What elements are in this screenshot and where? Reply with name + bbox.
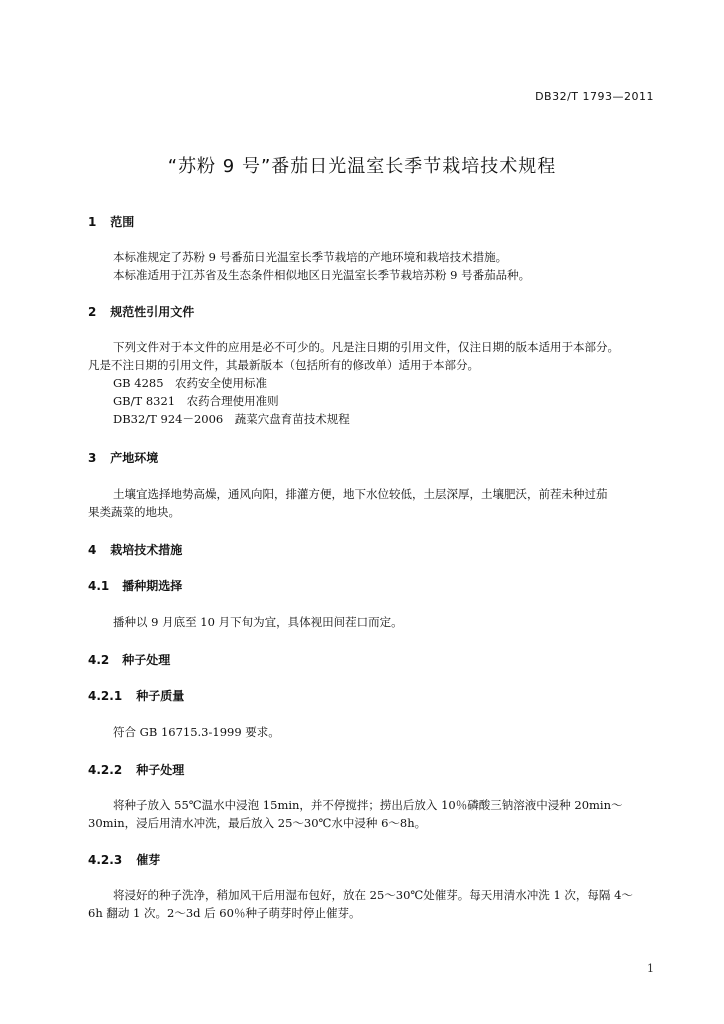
- section-title: 栽培技术措施: [110, 543, 183, 557]
- paragraph: 播种以 9 月底至 10 月下旬为宜，具体视田间茬口而定。: [113, 615, 403, 629]
- section-title: 范围: [110, 215, 135, 229]
- section-number: 4: [88, 543, 97, 557]
- reference-item: DB32/T 924－2006 蔬菜穴盘育苗技术规程: [113, 412, 350, 426]
- section-title: 规范性引用文件: [110, 305, 195, 319]
- section-title: 种子处理: [136, 763, 185, 777]
- paragraph: 果类蔬菜的地块。: [88, 505, 180, 519]
- paragraph: 土壤宜选择地势高燥，通风向阳，排灌方便，地下水位较低，土层深厚，土壤肥沃，前茬未种过茄: [113, 487, 608, 501]
- paragraph: 将浸好的种子洗净，稍加风干后用湿布包好，放在 25～30℃处催芽。每天用清水冲洗 1 次，每隔 4～: [113, 888, 633, 902]
- section-number: 4.2.3: [88, 853, 123, 867]
- section-number: 4.2.2: [88, 763, 123, 777]
- paragraph: 凡是不注日期的引用文件，其最新版本（包括所有的修改单）适用于本部分。: [88, 358, 479, 372]
- section-number: 2: [88, 305, 97, 319]
- reference-item: GB 4285 农药安全使用标准: [113, 376, 268, 390]
- paragraph: 30min，浸后用清水冲洗，最后放入 25～30℃水中浸种 6～8h。: [88, 816, 427, 830]
- section-4-heading: [88, 541, 182, 558]
- paragraph: 下列文件对于本文件的应用是必不可少的。凡是注日期的引用文件，仅注日期的版本适用于本部分。: [113, 340, 619, 354]
- section-4-2-heading: [88, 651, 170, 668]
- section-title: 播种期选择: [122, 579, 183, 593]
- section-number: 4.1: [88, 579, 110, 593]
- section-4-2-2-heading: [88, 761, 184, 778]
- section-title: 种子质量: [136, 689, 185, 703]
- section-number: 3: [88, 451, 97, 465]
- section-number: 1: [88, 215, 97, 229]
- section-4-2-1-heading: [88, 687, 184, 704]
- page-number: 1: [647, 962, 654, 975]
- paragraph: 本标准适用于江苏省及生态条件相似地区日光温室长季节栽培苏粉 9 号番茄品种。: [113, 268, 531, 282]
- section-4-1-heading: [88, 577, 182, 594]
- paragraph: 将种子放入 55℃温水中浸泡 15min，并不停搅拌；捞出后放入 10％磷酸三钠溶液中浸种 20min～: [113, 798, 623, 812]
- section-number: 4.2: [88, 653, 110, 667]
- paragraph: 符合 GB 16715.3-1999 要求。: [113, 725, 280, 739]
- section-title: 产地环境: [110, 451, 159, 465]
- section-number: 4.2.1: [88, 689, 123, 703]
- section-4-2-3-heading: [88, 851, 160, 868]
- reference-item: GB/T 8321 农药合理使用准则: [113, 394, 279, 408]
- section-3-heading: [88, 449, 158, 466]
- section-title: 种子处理: [122, 653, 171, 667]
- document-title: “苏粉 9 号”番茄日光温室长季节栽培技术规程: [167, 156, 557, 177]
- paragraph: 本标准规定了苏粉 9 号番茄日光温室长季节栽培的产地环境和栽培技术措施。: [113, 250, 508, 264]
- section-1-heading: [88, 213, 134, 230]
- section-2-heading: [88, 303, 194, 320]
- paragraph: 6h 翻动 1 次。2～3d 后 60％种子萌芽时停止催芽。: [88, 906, 361, 920]
- standard-code: DB32/T 1793—2011: [535, 90, 654, 103]
- section-title: 催芽: [136, 853, 161, 867]
